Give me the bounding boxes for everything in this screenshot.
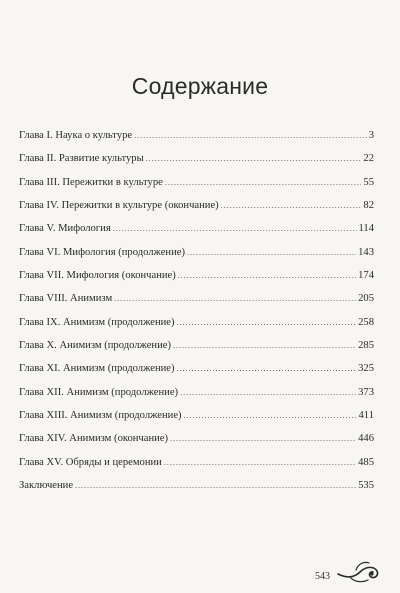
- toc-entry[interactable]: [19, 176, 374, 199]
- toc-entry-page: 285: [358, 340, 374, 352]
- toc-entry-page: 174: [358, 270, 374, 282]
- toc-entry-title: Глава IV. Пережитки в культуре (окончание): [19, 200, 219, 212]
- toc-entry[interactable]: [19, 479, 374, 502]
- toc-entry-title: Глава II. Развитие культуры: [19, 153, 144, 165]
- toc-dot-leader: [177, 316, 357, 330]
- toc-entry-title: Глава I. Наука о культуре: [19, 130, 133, 141]
- toc-entry[interactable]: [19, 432, 374, 455]
- toc-dot-leader: [75, 479, 356, 493]
- toc-entry-page: 22: [363, 153, 374, 165]
- toc-entry[interactable]: [19, 292, 374, 315]
- toc-entry-page: 82: [363, 200, 374, 212]
- toc-entry-page: 258: [358, 316, 374, 328]
- toc-entry-title: Глава XI. Анимизм (продолжение): [19, 363, 175, 375]
- toc-entry-page: 205: [358, 293, 374, 305]
- toc-dot-leader: [134, 129, 367, 143]
- toc-entry-page: 446: [358, 433, 374, 445]
- toc-entry-page: 3: [368, 130, 374, 141]
- toc-entry-title: Глава XII. Анимизм (продолжение): [19, 386, 179, 398]
- toc-entry-page: 485: [358, 456, 374, 468]
- toc-entry-page: 325: [358, 363, 374, 375]
- toc-entry[interactable]: [19, 456, 374, 479]
- toc-entry-title: Глава XIII. Анимизм (продолжение): [19, 410, 182, 422]
- page-number: 543: [315, 571, 330, 582]
- toc-entry[interactable]: [19, 339, 374, 362]
- toc-dot-leader: [221, 199, 362, 213]
- toc-dot-leader: [180, 386, 356, 400]
- toc-dot-leader: [170, 432, 356, 446]
- toc-entry-page: 373: [358, 386, 374, 398]
- toc-dot-leader: [177, 362, 357, 376]
- toc-dot-leader: [184, 409, 357, 423]
- toc-dot-leader: [164, 456, 356, 470]
- toc-entry[interactable]: [19, 362, 374, 385]
- toc-dot-leader: [165, 176, 362, 190]
- toc-entry-page: 143: [358, 246, 374, 258]
- toc-entry-title: Глава III. Пережитки в культуре: [19, 176, 163, 188]
- toc-entry-title: Заключение: [19, 480, 74, 492]
- toc-entry[interactable]: [19, 222, 374, 245]
- toc-entry-page: 411: [358, 410, 374, 422]
- toc-dot-leader: [146, 152, 362, 166]
- toc-entry-page: 535: [358, 480, 374, 492]
- toc-entry-title: Глава XIV. Анимизм (окончание): [19, 433, 169, 445]
- toc-entry[interactable]: [19, 269, 374, 292]
- toc-entry[interactable]: [19, 316, 374, 339]
- toc-entry-page: 114: [358, 223, 374, 235]
- toc-entry[interactable]: [19, 199, 374, 222]
- toc-entry[interactable]: [19, 409, 374, 432]
- toc-entry-title: Глава VIII. Анимизм: [19, 293, 113, 305]
- toc-entry-title: Глава VI. Мифология (продолжение): [19, 246, 186, 258]
- toc-entry[interactable]: [19, 129, 374, 152]
- toc-entry-title: Глава V. Мифология: [19, 223, 111, 235]
- toc-entry[interactable]: [19, 152, 374, 175]
- toc-dot-leader: [113, 222, 357, 236]
- toc-entry[interactable]: [19, 386, 374, 409]
- toc-dot-leader: [173, 339, 356, 353]
- toc-dot-leader: [178, 269, 356, 283]
- flourish-ornament-icon: [336, 556, 380, 586]
- toc-entry-title: Глава XV. Обряды и церемонии: [19, 456, 162, 468]
- toc-dot-leader: [187, 246, 356, 260]
- page-title: Содержание: [131, 73, 269, 99]
- toc-entry-title: Глава VII. Мифология (окончание): [19, 270, 176, 282]
- toc-entry-title: Глава IX. Анимизм (продолжение): [19, 316, 175, 328]
- table-of-contents: [19, 129, 374, 503]
- toc-entry-title: Глава X. Анимизм (продолжение): [19, 340, 171, 352]
- toc-entry[interactable]: [19, 246, 374, 269]
- toc-entry-page: 55: [363, 176, 374, 188]
- toc-dot-leader: [114, 292, 356, 306]
